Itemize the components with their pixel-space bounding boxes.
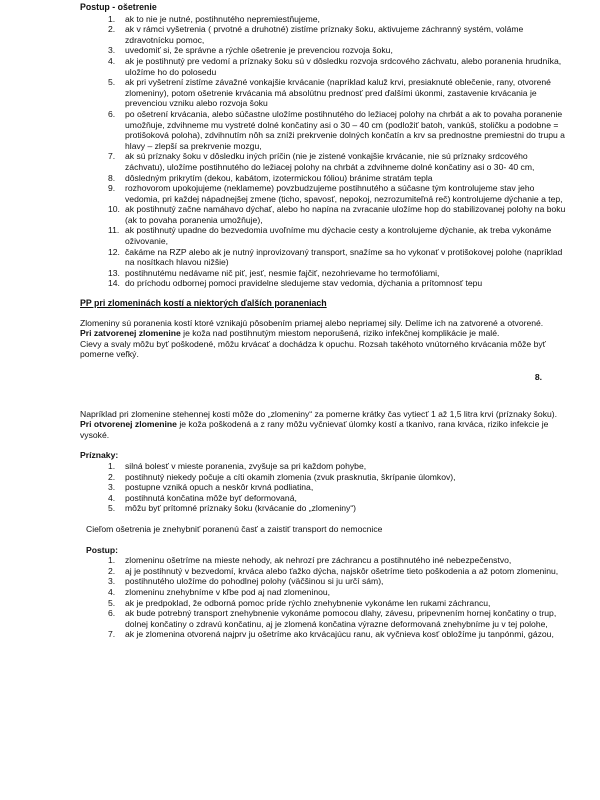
osetrenie-step-item-text: dôsledným prikrytím (dekou, kabátom, izotermickou fóliou) bránime stratám tepla (125, 172, 433, 183)
fracture-intro: Zlomeniny sú poranenia kostí ktoré vznikajú pôsobením priamej alebo nepriamej sily. Delíme ich na zatvorené a otvorené. (80, 317, 544, 328)
osetrenie-step-item-number: 7. (108, 151, 116, 162)
symptom-item-number: 2. (108, 471, 116, 482)
femur-example-paragraph: Napríklad pri zlomenine stehennej kosti môže do „zlomeniny“ za pomerne krátky čas vytiecť 1 až 1,5 litra krvi (príznaky šoku). (80, 408, 558, 419)
symptom-item (80, 493, 566, 504)
osetrenie-step-item (80, 77, 566, 109)
procedure-step-item (80, 629, 566, 640)
osetrenie-step-item-number: 4. (108, 55, 116, 66)
osetrenie-step-item (80, 109, 566, 151)
osetrenie-step-item (80, 56, 566, 77)
procedure-step-item-number: 6. (108, 608, 116, 619)
symptom-item (80, 482, 566, 493)
symptoms-title-text: Príznaky (80, 450, 116, 461)
osetrenie-step-item-number: 8. (108, 172, 116, 183)
procedure-title: Postup: (86, 544, 118, 555)
closed-fracture-paragraph (80, 328, 566, 339)
symptom-item-text: silná bolesť v mieste poranenia, zvyšuje sa pri každom pohybe, (125, 460, 367, 471)
steps-list-osetrenie (80, 14, 566, 289)
symptom-item-text: postihnutý niekedy počuje a cíti okamih zlomenia (zvuk prasknutia, škrípanie úlomkov), (125, 471, 456, 482)
osetrenie-step-item-text: rozhovorom upokojujeme (neklameme) povzbudzujeme postihnutého a súčasne tým kontrolujeme stav jeho vedomia, pri každej nápadnejšej zmene (ticho, spavosť, nepokoj, nezrozumiteľná reč) kontrolujeme dýchanie a tep, (125, 183, 563, 204)
symptom-item (80, 472, 566, 483)
symptom-item-text: môžu byť prítomné príznaky šoku (krvácanie do „zlomeniny“) (125, 503, 357, 514)
osetrenie-step-item-number: 14. (108, 278, 120, 289)
procedure-step-item-text: zlomeninu znehybníme v kľbe pod aj nad zlomeninou, (125, 586, 331, 597)
closed-fracture-text: je koža nad postihnutým miestom neporušená, riziko infekčnej komplikácie je malé. (180, 328, 500, 339)
osetrenie-step-item (80, 278, 566, 289)
procedure-step-item-text: ak bude potrebný transport znehybnenie vykonáme pomocou dlahy, závesu, pripevnením hornej končatiny o trup, dolnej končatiny o zdravú končatinu, aj je zlomená končatina výrazne deformovaná znehybníme ju v tej polohe, (125, 608, 557, 629)
procedure-step-item (80, 566, 566, 577)
page-number: 8. (534, 372, 542, 382)
osetrenie-step-item (80, 151, 566, 172)
procedure-step-item-number: 1. (108, 555, 116, 566)
procedure-step-item (80, 555, 566, 566)
osetrenie-step-item-number: 12. (108, 246, 120, 257)
procedure-step-item (80, 598, 566, 609)
osetrenie-step-item-number: 9. (108, 183, 116, 194)
symptoms-list (80, 461, 566, 514)
symptoms-title: Príznaky: (80, 450, 119, 461)
symptom-item-number: 3. (108, 482, 116, 493)
procedure-step-item-text: zlomeninu ošetríme na mieste nehody, ak nehrozí pre záchrancu a postihnutého iné nebezpečenstvo, (125, 555, 512, 566)
osetrenie-step-item-text: ak sú príznaky šoku v dôsledku iných príčin (nie je zistené vonkajšie krvácanie, nie sú príznaky srdcového záchvatu), uložíme postihnutého do ležiacej polohy na chrbát a zdvihneme dolné končatiny asi o 30- 40 cm, (125, 151, 535, 172)
vessels-paragraph: Cievy a svaly môžu byť poškodené, môžu krvácať a dochádza k opuchu. Rozsah takéhoto vnútorného krvácania môže byť pomerne veľký. (80, 338, 546, 360)
osetrenie-step-item (80, 173, 566, 184)
osetrenie-step-item-number: 2. (108, 24, 116, 35)
section-title-postup-osetrenie: Postup - ošetrenie (80, 2, 157, 12)
procedure-step-item-text: ak je zlomenina otvorená najprv ju ošetríme ako krvácajúcu ranu, ak vyčnieva kosť obložíme ju tanpónmi, gázou, (125, 629, 554, 640)
osetrenie-step-item-number: 10. (108, 204, 120, 215)
closed-fracture-label: Pri zatvorenej zlomenine (80, 328, 181, 339)
osetrenie-step-item-text: ak to nie je nutné, postihnutého nepremiestňujeme, (125, 13, 320, 24)
procedure-step-item-text: postihnutého uložíme do pohodlnej polohy (väčšinou si ju určí sám), (125, 576, 384, 587)
symptom-item-text: postupne vzniká opuch a neskôr krvná podliatina, (125, 482, 314, 493)
procedure-step-item (80, 576, 566, 587)
procedure-title-text: Postup (86, 544, 116, 555)
osetrenie-step-item (80, 14, 566, 25)
osetrenie-step-item (80, 24, 566, 45)
osetrenie-step-item-text: do príchodu odbornej pomoci pravidelne sledujeme stav vedomia, dýchania a prítomnosť tepu (125, 278, 483, 289)
treatment-goal: Cieľom ošetrenia je znehybniť poranenú časť a zaistiť transport do nemocnice (86, 523, 383, 534)
osetrenie-step-item-number: 5. (108, 77, 116, 88)
symptom-item-number: 1. (108, 460, 116, 471)
procedure-step-item-number: 5. (108, 597, 116, 608)
procedure-step-item-number: 7. (108, 629, 116, 640)
osetrenie-step-item (80, 247, 566, 268)
osetrenie-step-item (80, 204, 566, 225)
osetrenie-step-item-text: po ošetrení krvácania, alebo súčastne uložíme postihnutého do ležiacej polohy na chrbát a ak to povaha poranenie umožňuje, zdvihneme mu vystreté dolné končatiny asi o 30 – 40 cm (podložiť batoh, vankúš, stoličku a podobne = protišoková poloha), zdvihnutím nôh sa zníži prekrvenie dolných končatín a krv sa prednostne premiestni do trupu a hlavy – zlepší sa prekrvenie mozgu, (125, 108, 565, 151)
osetrenie-step-item-text: čakáme na RZP alebo ak je nutný inprovizovaný transport, snažíme sa ho vykonať v protišokovej polohe (napríklad na nosítkach hlavou nižšie) (125, 246, 563, 268)
osetrenie-step-item-number: 13. (108, 267, 120, 278)
procedure-step-item-text: ak je predpoklad, že odborná pomoc príde rýchlo znehybnenie vykonáme len rukami záchrancu, (125, 597, 491, 608)
document-page (80, 2, 566, 640)
procedure-step-item (80, 587, 566, 598)
section-heading-fractures: PP pri zlomeninách kostí a niektorých ďalších poraneniach (80, 298, 327, 309)
open-fracture-text: je koža poškodená a z rany môžu vyčnievať úlomky kostí a tkanivo, rana krváca, riziko infekcie je vysoké. (80, 419, 549, 440)
procedure-step-item-number: 2. (108, 565, 116, 576)
osetrenie-step-item-number: 11. (108, 225, 120, 236)
open-fracture-paragraph (80, 419, 566, 440)
symptom-item-text: postihnutá končatina môže byť deformovaná, (125, 492, 297, 503)
symptom-item (80, 503, 566, 514)
procedure-step-item-number: 3. (108, 576, 116, 587)
osetrenie-step-item (80, 268, 566, 279)
procedure-step-item-number: 4. (108, 586, 116, 597)
osetrenie-step-item-text: ak v rámci vyšetrenia ( prvotné a druhotné) zistíme príznaky šoku, aktivujeme záchranný systém, voláme zdravotnícku pomoc, (125, 24, 524, 45)
procedure-step-item (80, 608, 566, 629)
procedure-list (80, 555, 566, 640)
osetrenie-step-item (80, 225, 566, 246)
osetrenie-step-item-text: ak postihnutý začne namáhavo dýchať, alebo ho napína na zvracanie uložíme hop do stabilizovanej polohy na boku (ak to povaha poranenia umožňuje), (125, 204, 566, 225)
osetrenie-step-item-number: 3. (108, 45, 116, 56)
osetrenie-step-item-text: uvedomiť si, že správne a rýchle ošetrenie je prevenciou rozvoja šoku, (125, 45, 393, 56)
osetrenie-step-item-text: postihnutému nedávame nič piť, jesť, nesmie fajčiť, nezohrievame ho termofóliami, (125, 267, 440, 278)
osetrenie-step-item-text: ak pri vyšetrení zistíme závažné vonkajšie krvácanie (napríklad kaluž krvi, presiaknuté oblečenie, rany, otvorené zlomeniny), potom ošetrenie krvácania má absolútnu prednosť pred ďalšími úkonmi, zastavenie krvácania je prevenciou vzniku alebo rozvoja šoku (125, 77, 551, 109)
osetrenie-step-item-text: ak je postihnutý pre vedomí a príznaky šoku sú v dôsledku rozvoja srdcového záchvatu, alebo poranenia hrudníka, uložíme ho do polosedu (125, 55, 562, 77)
symptom-item-number: 4. (108, 492, 116, 503)
osetrenie-step-item (80, 183, 566, 204)
osetrenie-step-item-number: 6. (108, 108, 116, 119)
symptom-item (80, 461, 566, 472)
open-fracture-label: Pri otvorenej zlomenine (80, 419, 177, 430)
osetrenie-step-item-text: ak postihnutý upadne do bezvedomia uvoľníme mu dýchacie cesty a kontrolujeme dýchanie, ak treba vykonáme oživovanie, (125, 225, 552, 247)
symptom-item-number: 5. (108, 503, 116, 514)
osetrenie-step-item-number: 1. (108, 13, 116, 24)
procedure-step-item-text: aj je postihnutý v bezvedomí, krváca alebo ťažko dýcha, najskôr ošetríme tieto poškodenia a až potom zlomeninu, (125, 565, 559, 576)
osetrenie-step-item (80, 45, 566, 56)
